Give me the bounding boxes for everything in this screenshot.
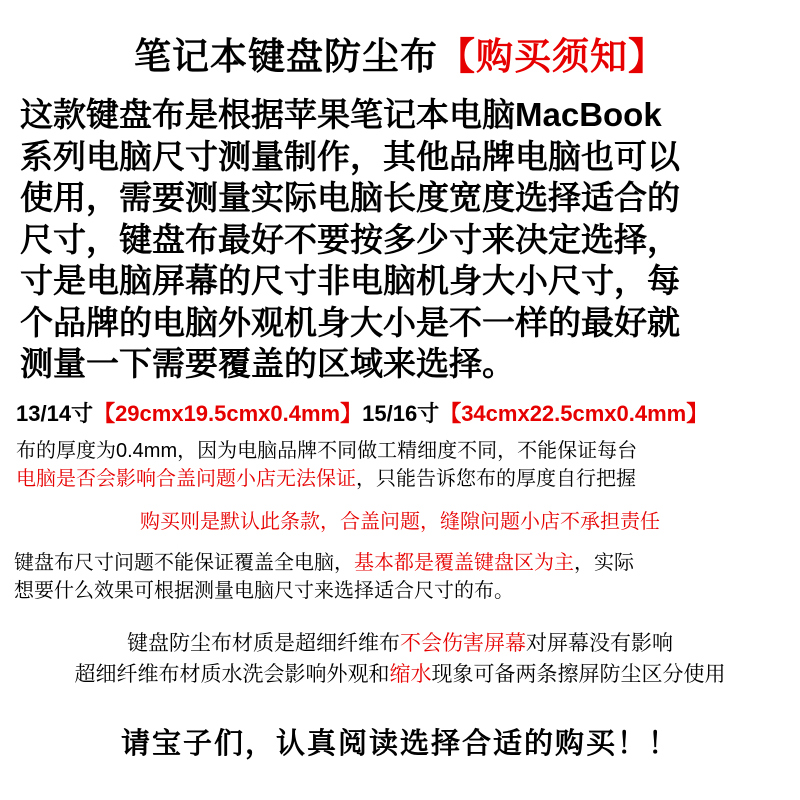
intro-line-1: 这款键盘布是根据苹果笔记本电脑MacBook [20,96,662,133]
intro-line-3: 使用，需要测量实际电脑长度宽度选择适合的 [20,179,680,217]
coverage-line-1 [14,549,786,577]
page-title-bracket: 【购买须知】 [438,36,666,77]
intro-line-6: 个品牌的电脑外观机身大小是不一样的最好就 [20,303,680,341]
page-title-main: 笔记本键盘防尘布 [134,36,438,77]
footer-call-to-action: 请宝子们，认真阅读选择合适的购买！！ [120,727,679,760]
thickness-line-2 [16,466,784,494]
material-line-1-a: 键盘防尘布材质是超细纤维布 [127,631,400,655]
material-line-1 [14,628,786,660]
intro-line-5: 寸是电脑屏幕的尺寸非电脑机身大小尺寸，每 [20,262,680,300]
material-line-2-a: 超细纤维布材质水洗会影响外观和 [74,663,390,687]
coverage-note [14,549,786,606]
size-label-large: 15/16寸 [362,401,440,427]
intro-paragraph [14,94,786,385]
page-title [14,26,786,80]
size-value-small: 【29cmx19.5cmx0.4mm】 [93,401,363,427]
disclaimer-text: 购买则是默认此条款，合盖问题，缝隙问题小店不承担责任 [140,511,660,534]
material-line-2-highlight: 缩水 [389,663,432,687]
intro-line-2: 系列电脑尺寸测量制作，其他品牌电脑也可以 [20,137,680,175]
intro-line-7: 测量一下需要覆盖的区域来选择。 [20,345,515,383]
disclaimer-note [14,509,786,537]
coverage-line-1-highlight: 基本都是覆盖键盘区为主 [354,551,574,574]
thickness-line-1: 布的厚度为0.4mm，因为电脑品牌不同做工精细度不同，不能保证每台 [16,440,638,463]
thickness-note [14,438,786,493]
intro-line-4: 尺寸，键盘布最好不要按多少寸来决定选择， [20,220,680,258]
material-line-1-highlight: 不会伤害屏幕 [400,631,526,655]
coverage-line-1-b: ，实际 [574,551,634,574]
thickness-line-2-rest: ，只能告诉您布的厚度自行把握 [356,467,636,490]
thickness-line-2-highlight: 电脑是否会影响合盖问题小店无法保证 [16,467,356,490]
coverage-line-2: 想要什么效果可根据测量电脑尺寸来选择适合尺寸的布。 [14,580,514,603]
size-specs [14,397,786,428]
coverage-line-1-a: 键盘布尺寸问题不能保证覆盖全电脑， [14,551,354,574]
size-label-small: 13/14寸 [16,401,94,427]
material-line-1-b: 对屏幕没有影响 [526,631,673,655]
material-line-2 [14,659,786,691]
material-note [14,628,786,691]
material-line-2-b: 现象可备两条擦屏防尘区分使用 [431,663,726,687]
size-value-large: 【34cmx22.5cmx0.4mm】 [439,401,709,427]
bottom-spacer [14,762,786,790]
